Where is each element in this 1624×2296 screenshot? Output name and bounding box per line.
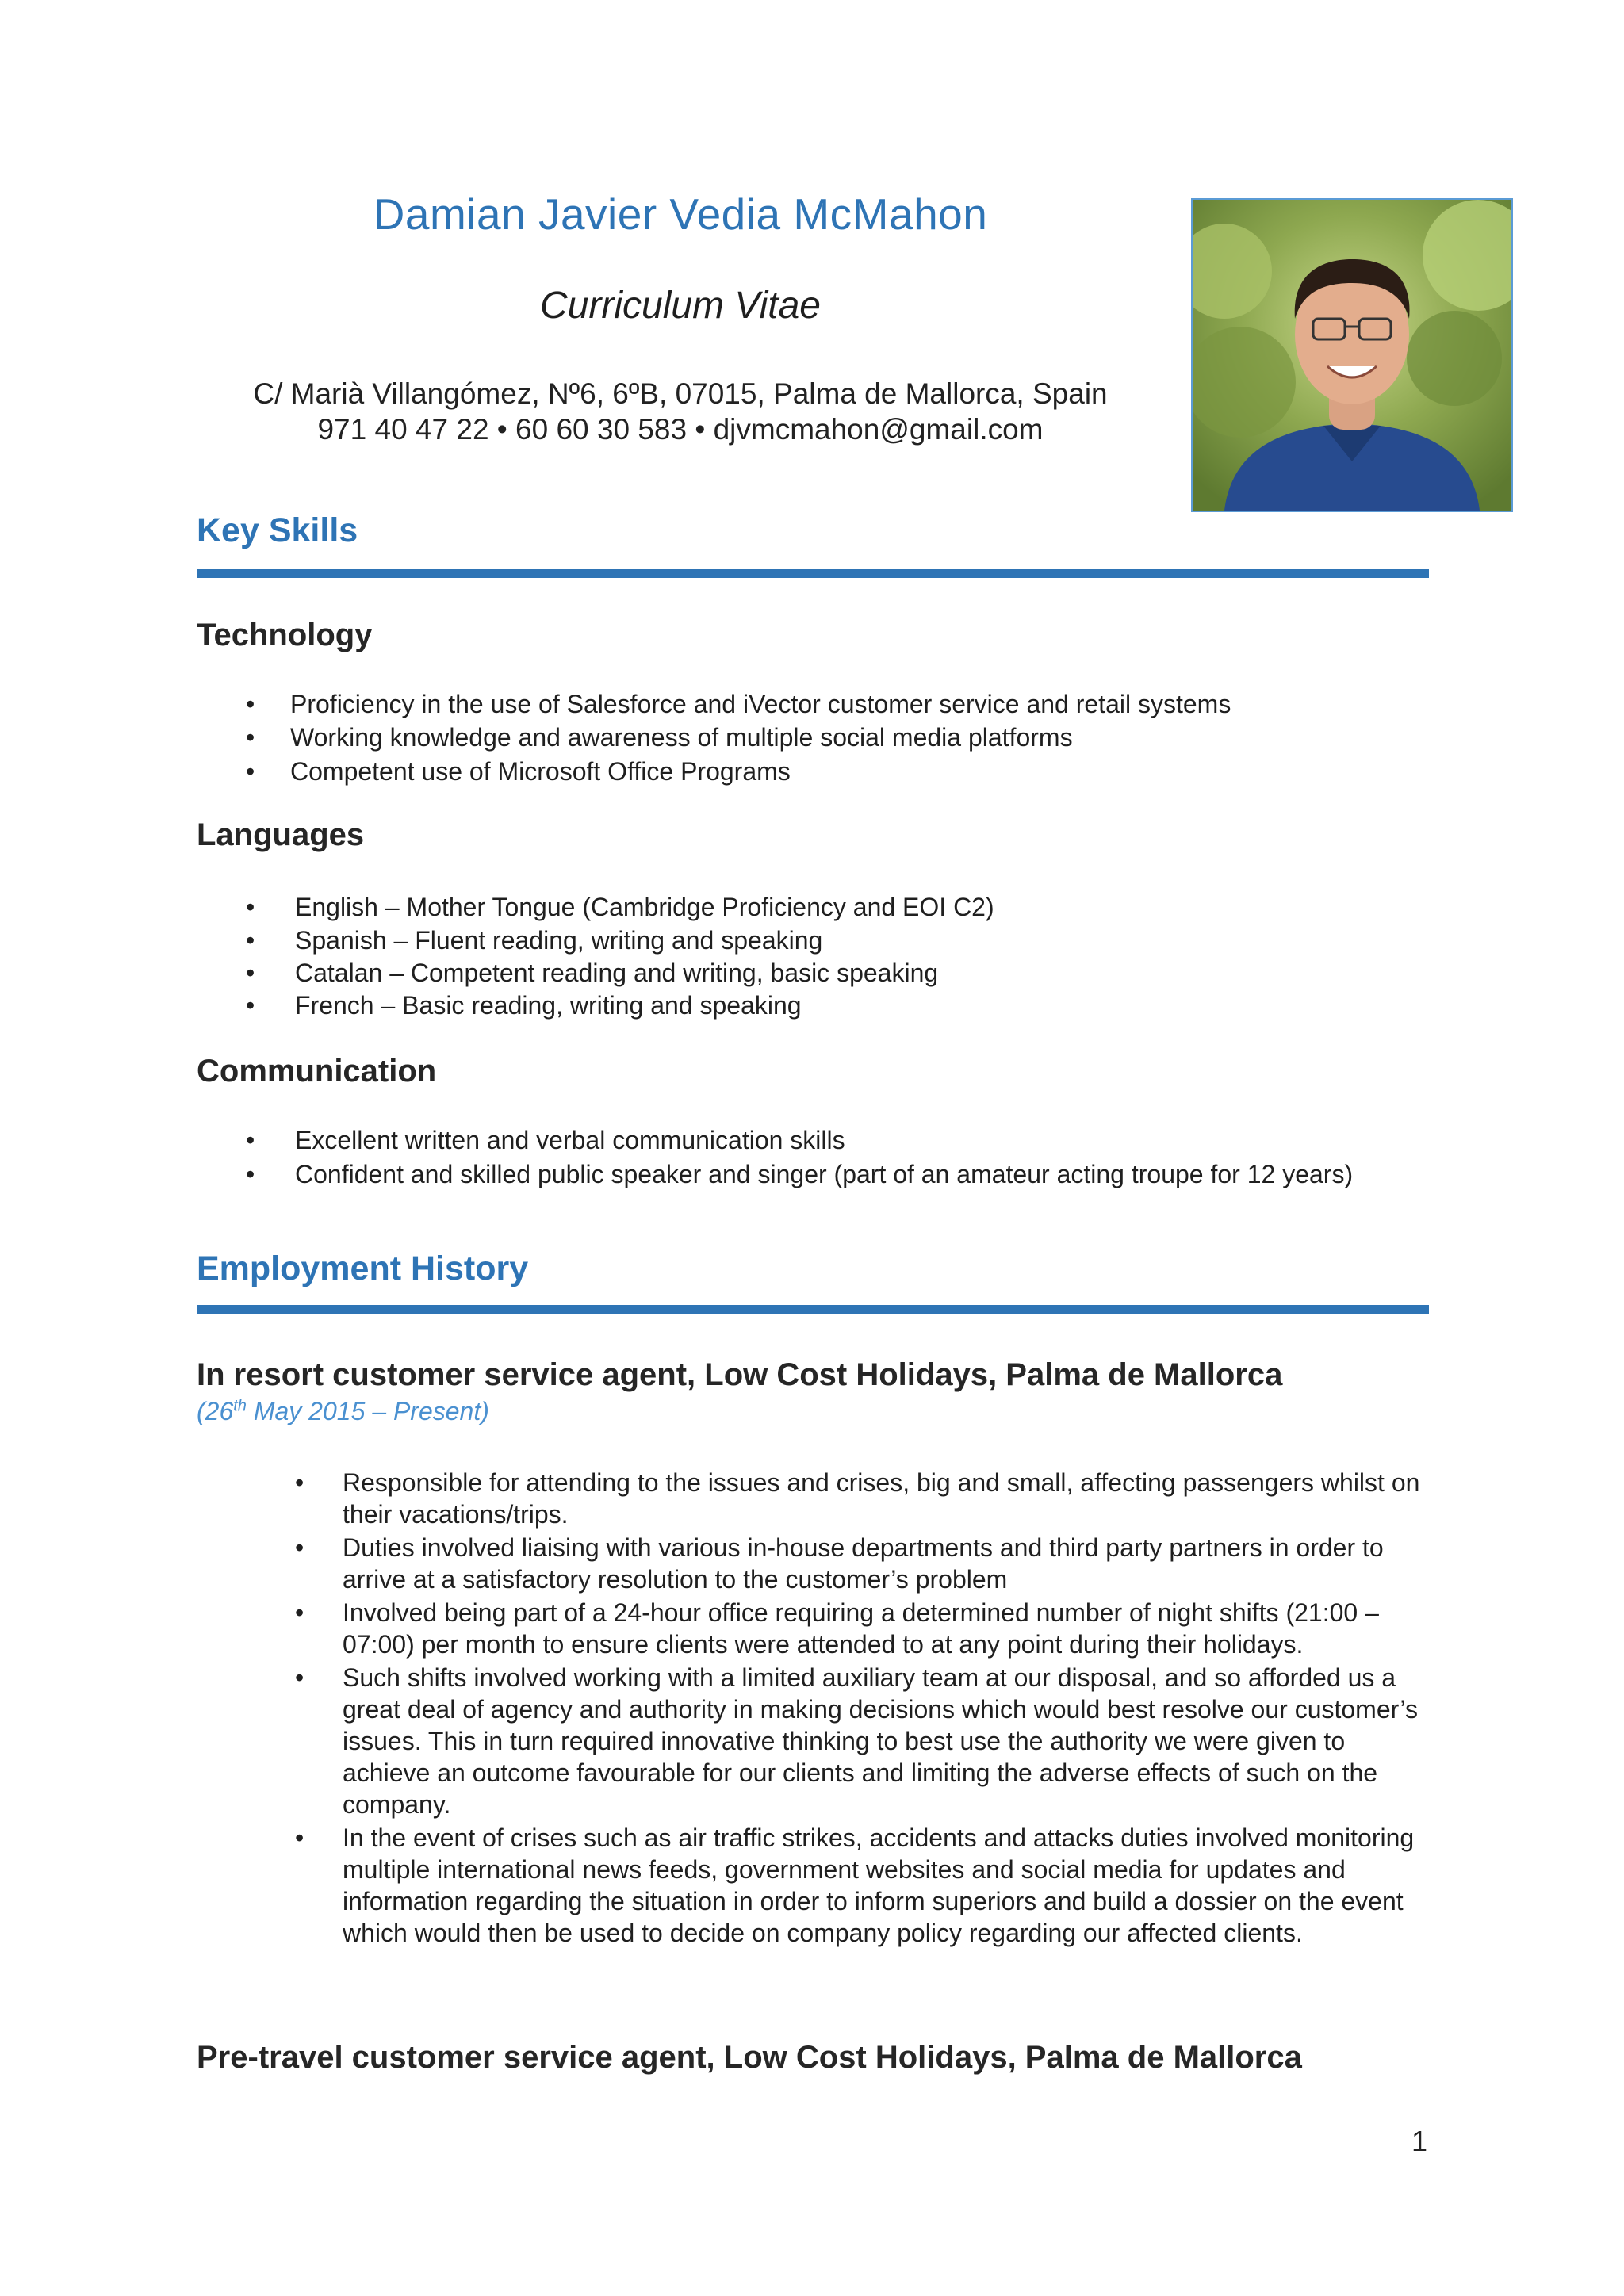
list-item: • Competent use of Microsoft Office Programs	[246, 757, 791, 786]
contact-line: 971 40 47 22 • 60 60 30 583 • djvmcmahon@gmail.com	[317, 413, 1044, 446]
list-item: • Catalan – Competent reading and writing, basic speaking	[246, 959, 939, 987]
cv-subtitle: Curriculum Vitae	[540, 285, 821, 327]
page-number: 1	[1411, 2125, 1428, 2157]
list-item: • Such shifts involved working with a limited auxiliary team at our disposal, and so afforded us a great deal of agency and authority in making decisions which would best resolve our customer’s issues. This in turn required innovative thinking to best use the authority we were given to achieve an outcome favourable for our clients and limiting the adverse effects of such on the company.	[295, 1663, 1418, 1819]
subhead-languages: Languages	[197, 817, 365, 852]
subhead-communication: Communication	[197, 1054, 437, 1089]
section-rule	[197, 569, 1429, 578]
section-key-skills: Key Skills	[197, 511, 358, 549]
list-item: • In the event of crises such as air traffic strikes, accidents and attacks duties involved monitoring multiple international news feeds, government websites and social media for updates and information regarding the situation in order to inform superiors and build a dossier on the event which would then be used to decide on company policy regarding our affected clients.	[295, 1823, 1415, 1947]
list-item: • Spanish – Fluent reading, writing and speaking	[246, 926, 823, 955]
portrait-image	[1193, 200, 1511, 511]
job-dates-1: (26th May 2015 – Present)	[197, 1397, 489, 1425]
profile-photo	[1191, 198, 1513, 512]
subhead-technology: Technology	[197, 618, 373, 652]
list-item: • Working knowledge and awareness of multiple social media platforms	[246, 723, 1073, 752]
technology-list	[246, 688, 1416, 788]
list-item: • Confident and skilled public speaker and singer (part of an amateur acting troupe for 12 years)	[246, 1160, 1354, 1188]
address: C/ Marià Villangómez, Nº6, 6ºB, 07015, Palma de Mallorca, Spain	[253, 377, 1108, 410]
job1-duties-list	[295, 1467, 1421, 1949]
section-rule	[197, 1305, 1429, 1314]
list-item: • Excellent written and verbal communication skills	[246, 1126, 845, 1154]
list-item: • Involved being part of a 24-hour office requiring a determined number of night shifts (21:00 – 07:00) per month to ensure clients were attended to at any point during their holidays.	[295, 1598, 1379, 1659]
job-title-2: Pre-travel customer service agent, Low Cost Holidays, Palma de Mallorca	[197, 2040, 1302, 2075]
section-employment-history: Employment History	[197, 1249, 529, 1288]
list-item: • Proficiency in the use of Salesforce and iVector customer service and retail systems	[246, 690, 1231, 718]
job-title-1: In resort customer service agent, Low Cost Holidays, Palma de Mallorca	[197, 1357, 1283, 1392]
list-item: • Responsible for attending to the issues and crises, big and small, affecting passengers whilst on their vacations/trips.	[295, 1468, 1420, 1529]
list-item: • French – Basic reading, writing and speaking	[246, 991, 802, 1020]
languages-list	[246, 891, 1421, 1022]
list-item: • Duties involved liaising with various in-house departments and third party partners in order to arrive at a satisfactory resolution to the customer’s problem	[295, 1533, 1384, 1594]
cv-name: Damian Javier Vedia McMahon	[373, 189, 988, 239]
list-item: • English – Mother Tongue (Cambridge Proficiency and EOI C2)	[246, 893, 994, 921]
communication-list	[246, 1124, 1358, 1190]
